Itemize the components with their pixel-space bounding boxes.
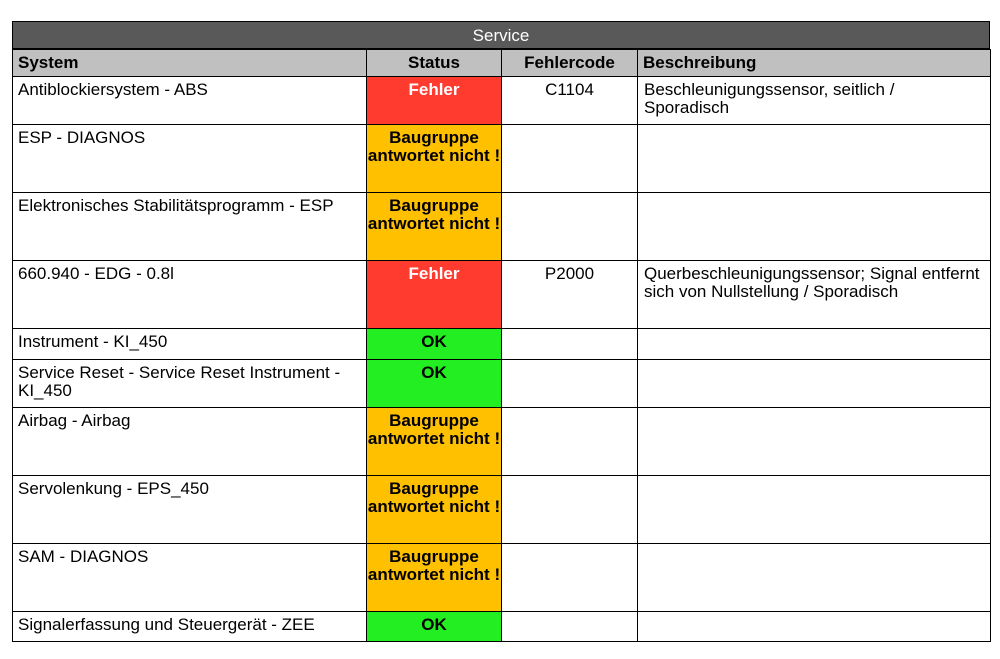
table-header-row (13, 50, 991, 77)
description-cell (638, 125, 991, 193)
column-header-system: System (13, 50, 367, 77)
description-cell (638, 360, 991, 408)
column-header-description: Beschreibung (638, 50, 991, 77)
system-cell: Elektronisches Stabilitätsprogramm - ESP (13, 193, 367, 261)
service-report (12, 21, 990, 646)
table-row (13, 125, 991, 193)
code-cell (502, 476, 638, 544)
system-cell: Signalerfassung und Steuergerät - ZEE (13, 612, 367, 642)
description-cell (638, 193, 991, 261)
description-cell (638, 476, 991, 544)
column-header-code: Fehlercode (502, 50, 638, 77)
code-cell (502, 125, 638, 193)
description-cell (638, 408, 991, 476)
report-title: Service (12, 21, 990, 49)
status-cell: OK (367, 360, 502, 408)
code-cell (502, 408, 638, 476)
code-cell: P2000 (502, 261, 638, 329)
table-row (13, 408, 991, 476)
table-row (13, 360, 991, 408)
description-cell (638, 612, 991, 642)
table-row (13, 544, 991, 612)
system-cell: Airbag - Airbag (13, 408, 367, 476)
system-cell: SAM - DIAGNOS (13, 544, 367, 612)
service-table (12, 49, 991, 642)
status-cell: Baugruppe antwortet nicht ! (367, 408, 502, 476)
table-row (13, 261, 991, 329)
status-cell: Fehler (367, 261, 502, 329)
code-cell (502, 544, 638, 612)
status-cell: OK (367, 329, 502, 360)
code-cell (502, 360, 638, 408)
system-cell: Antiblockiersystem - ABS (13, 77, 367, 125)
status-cell: Baugruppe antwortet nicht ! (367, 476, 502, 544)
description-cell (638, 329, 991, 360)
table-row (13, 193, 991, 261)
status-cell: Baugruppe antwortet nicht ! (367, 125, 502, 193)
description-cell (638, 544, 991, 612)
status-cell: Fehler (367, 77, 502, 125)
system-cell: Service Reset - Service Reset Instrument - KI_450 (13, 360, 367, 408)
status-cell: Baugruppe antwortet nicht ! (367, 193, 502, 261)
code-cell (502, 193, 638, 261)
system-cell: ESP - DIAGNOS (13, 125, 367, 193)
system-cell: 660.940 - EDG - 0.8l (13, 261, 367, 329)
code-cell (502, 329, 638, 360)
table-row (13, 476, 991, 544)
system-cell: Servolenkung - EPS_450 (13, 476, 367, 544)
status-cell: OK (367, 612, 502, 642)
description-cell: Querbeschleunigungssensor; Signal entfernt sich von Nullstellung / Sporadisch (638, 261, 991, 329)
description-cell: Beschleunigungssensor, seitlich / Sporadisch (638, 77, 991, 125)
system-cell: Instrument - KI_450 (13, 329, 367, 360)
code-cell: C1104 (502, 77, 638, 125)
column-header-status: Status (367, 50, 502, 77)
table-row (13, 612, 991, 642)
table-row (13, 329, 991, 360)
status-cell: Baugruppe antwortet nicht ! (367, 544, 502, 612)
code-cell (502, 612, 638, 642)
table-row (13, 77, 991, 125)
